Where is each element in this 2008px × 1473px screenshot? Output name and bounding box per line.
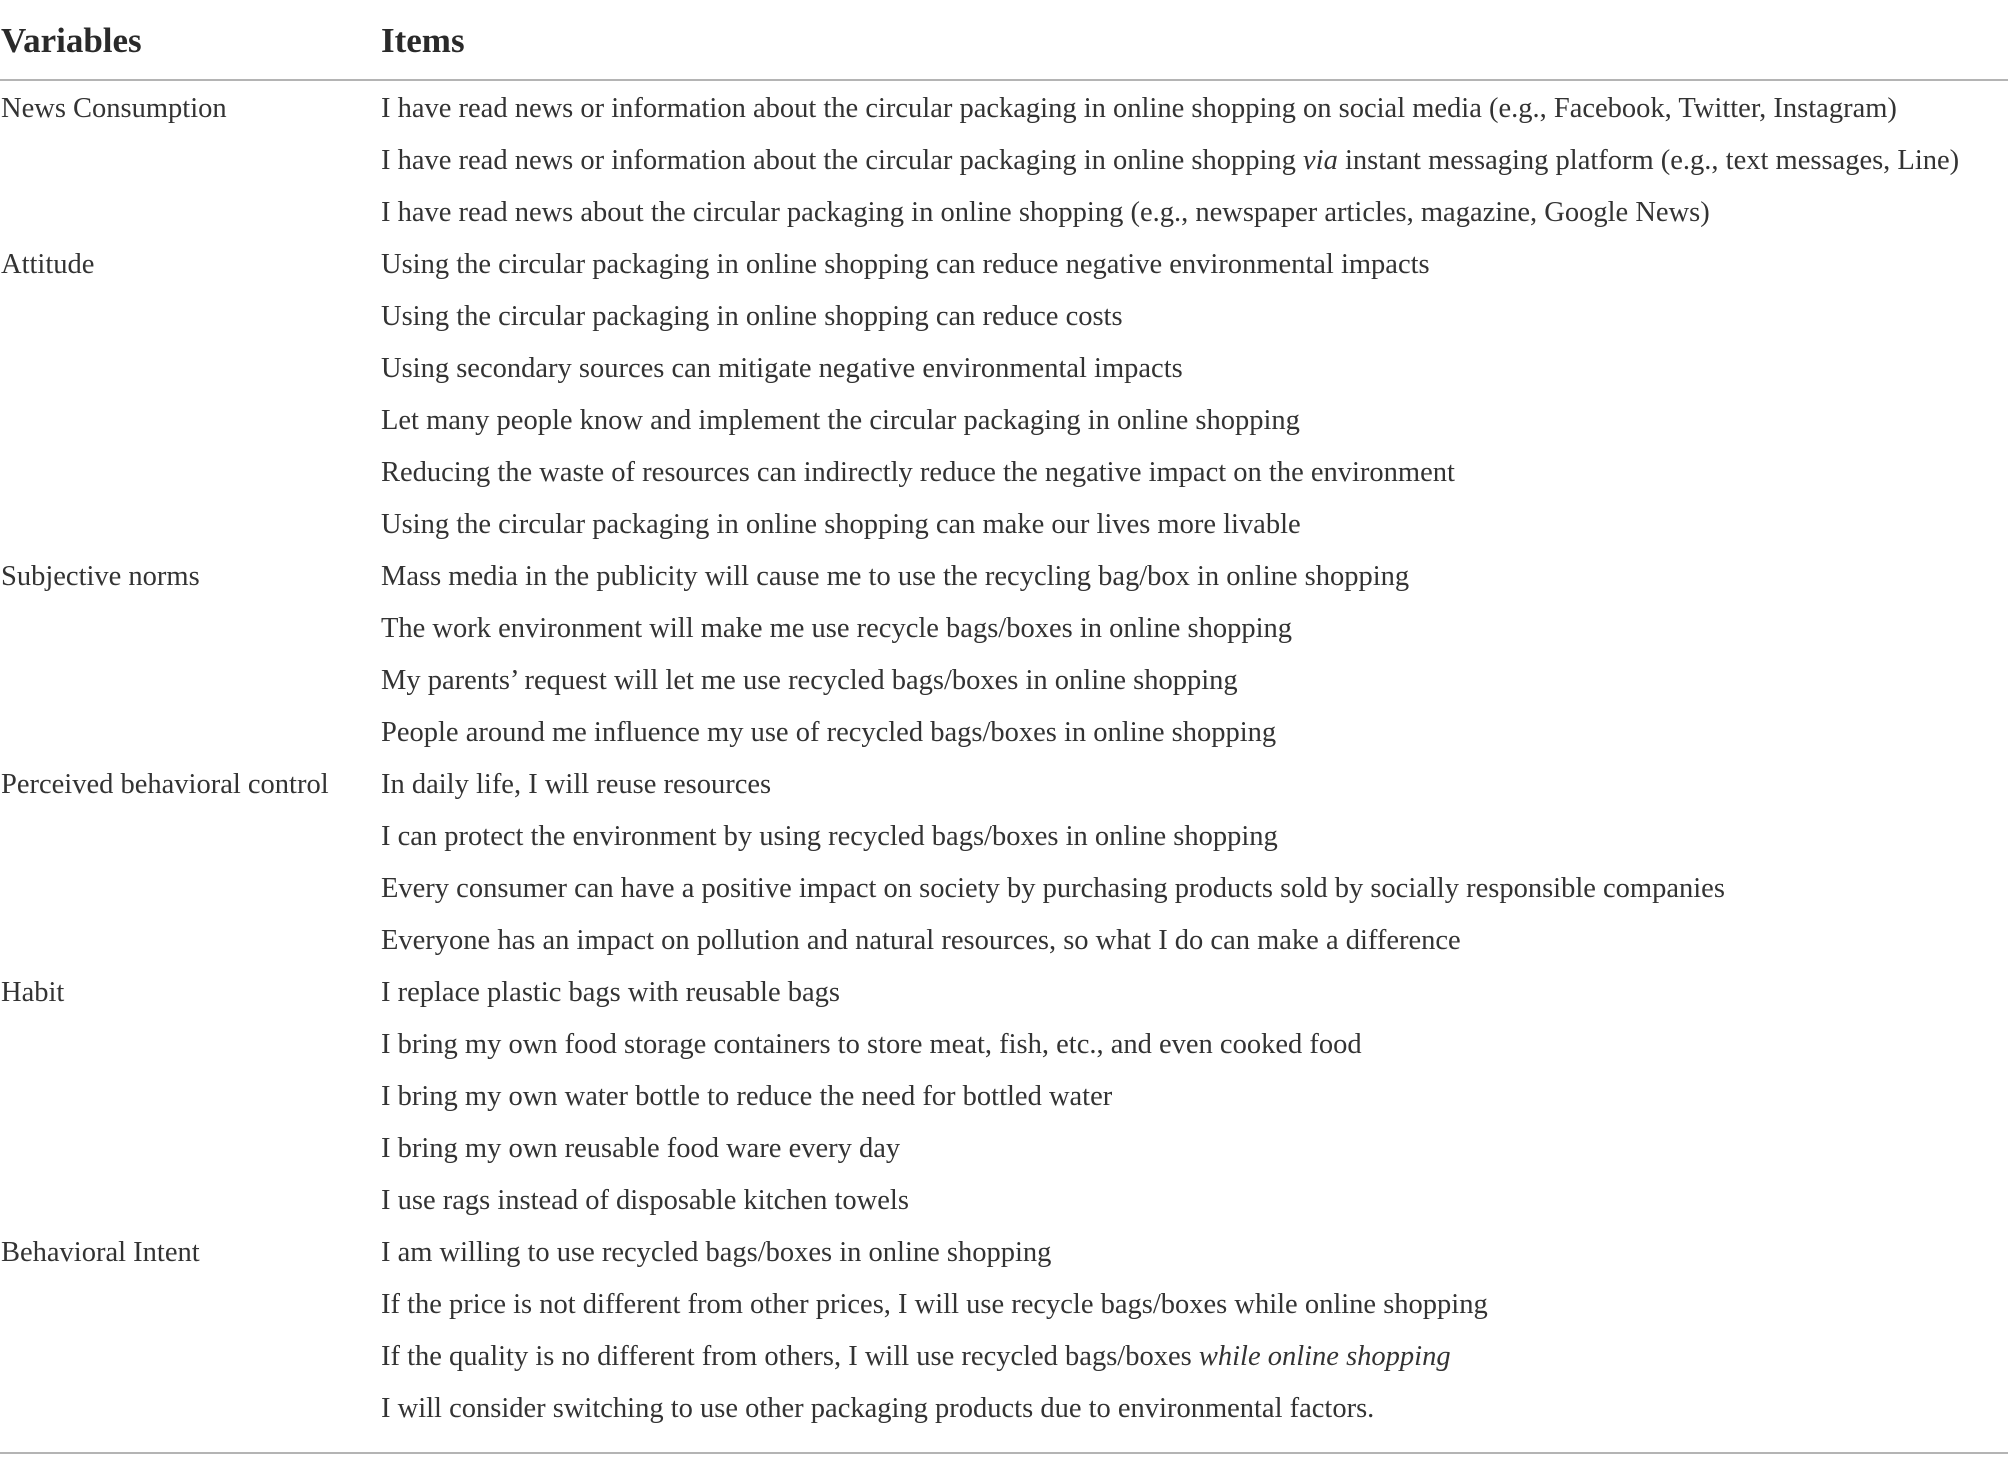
variable-cell: Attitude xyxy=(1,249,95,280)
item-text: My parents’ request will let me use recycled bags/boxes in online shopping xyxy=(381,665,1238,696)
table-row xyxy=(0,343,2008,395)
item-text: I bring my own reusable food ware every day xyxy=(381,1133,901,1164)
item-text: I bring my own water bottle to reduce the need for bottled water xyxy=(381,1081,1113,1112)
item-cell xyxy=(381,1071,2008,1123)
item-cell xyxy=(381,1175,2008,1227)
table-row xyxy=(0,1123,2008,1175)
item-text: People around me influence my use of recycled bags/boxes in online shopping xyxy=(381,717,1277,748)
item-cell xyxy=(381,811,2008,863)
item-cell xyxy=(381,1123,2008,1175)
item-text: Using secondary sources can mitigate negative environmental impacts xyxy=(381,353,1183,384)
item-cell xyxy=(381,1331,2008,1383)
item-cell xyxy=(381,759,2008,811)
table-row xyxy=(0,1331,2008,1383)
item-text: I use rags instead of disposable kitchen towels xyxy=(381,1185,909,1216)
item-text-italic: while online shopping xyxy=(1198,1341,1451,1372)
item-text: If the price is not different from other prices, I will use recycle bags/boxes while online shopping xyxy=(381,1289,1488,1320)
table-bottom-rule xyxy=(0,1452,2008,1454)
item-cell xyxy=(381,239,2008,291)
header-items: Items xyxy=(381,20,465,60)
item-text: I am willing to use recycled bags/boxes in online shopping xyxy=(381,1237,1052,1268)
item-text: Using the circular packaging in online shopping can reduce costs xyxy=(381,301,1123,332)
item-cell xyxy=(381,447,2008,499)
item-cell xyxy=(381,707,2008,759)
table-row xyxy=(0,863,2008,915)
item-text: Reducing the waste of resources can indirectly reduce the negative impact on the environment xyxy=(381,457,1455,488)
variable-cell: Habit xyxy=(1,977,65,1008)
table-row xyxy=(0,707,2008,759)
item-cell xyxy=(381,915,2008,967)
item-text: Let many people know and implement the circular packaging in online shopping xyxy=(381,405,1300,436)
item-text-continued: instant messaging platform (e.g., text messages, Line) xyxy=(1337,145,1960,176)
item-text: I have read news or information about the circular packaging in online shopping xyxy=(381,145,1304,176)
table-row xyxy=(0,811,2008,863)
item-text: I have read news about the circular packaging in online shopping (e.g., newspaper articles, magazine, Google News) xyxy=(381,197,1710,228)
table-header xyxy=(0,0,2008,81)
variable-cell: Behavioral Intent xyxy=(1,1237,200,1268)
table-row xyxy=(0,1071,2008,1123)
item-cell xyxy=(381,1227,2008,1279)
table-row xyxy=(0,759,2008,811)
table-row xyxy=(0,1279,2008,1331)
table-row xyxy=(0,395,2008,447)
table-body xyxy=(0,81,2008,1435)
item-cell xyxy=(381,291,2008,343)
table-row xyxy=(0,291,2008,343)
item-text: I can protect the environment by using recycled bags/boxes in online shopping xyxy=(381,821,1278,852)
table-row xyxy=(0,1227,2008,1279)
item-text: If the quality is no different from others, I will use recycled bags/boxes xyxy=(381,1341,1199,1372)
item-text: Using the circular packaging in online shopping can reduce negative environmental impacts xyxy=(381,249,1430,280)
variable-cell: Subjective norms xyxy=(1,561,200,592)
table-row xyxy=(0,1019,2008,1071)
item-text: I bring my own food storage containers to store meat, fish, etc., and even cooked food xyxy=(381,1029,1362,1060)
table-row xyxy=(0,603,2008,655)
table-row xyxy=(0,967,2008,1019)
item-cell xyxy=(381,967,2008,1019)
table-row xyxy=(0,915,2008,967)
item-text: Every consumer can have a positive impact on society by purchasing products sold by socially responsible companies xyxy=(381,873,1725,904)
item-cell xyxy=(381,395,2008,447)
item-text: In daily life, I will reuse resources xyxy=(381,769,772,800)
table-row xyxy=(0,447,2008,499)
item-text-italic: via xyxy=(1303,145,1338,176)
item-cell xyxy=(381,655,2008,707)
table-row xyxy=(0,239,2008,291)
item-cell xyxy=(381,863,2008,915)
item-cell xyxy=(381,1019,2008,1071)
table-row xyxy=(0,655,2008,707)
table-row xyxy=(0,1175,2008,1227)
item-cell xyxy=(381,603,2008,655)
table-row xyxy=(0,187,2008,239)
item-text: Everyone has an impact on pollution and natural resources, so what I do can make a difference xyxy=(381,925,1461,956)
item-text: The work environment will make me use recycle bags/boxes in online shopping xyxy=(381,613,1292,644)
table-row xyxy=(0,1383,2008,1435)
item-cell xyxy=(381,499,2008,551)
header-variables: Variables xyxy=(1,20,142,60)
variable-cell: Perceived behavioral control xyxy=(1,769,329,800)
item-cell xyxy=(381,551,2008,603)
table-row xyxy=(0,83,2008,135)
item-text: I replace plastic bags with reusable bags xyxy=(381,977,840,1008)
table-row xyxy=(0,135,2008,187)
item-cell xyxy=(381,343,2008,395)
item-text: I will consider switching to use other packaging products due to environmental factors. xyxy=(381,1393,1375,1424)
variable-cell: News Consumption xyxy=(1,93,227,124)
table-row xyxy=(0,551,2008,603)
item-cell xyxy=(381,135,2008,187)
item-cell xyxy=(381,187,2008,239)
item-text: Using the circular packaging in online shopping can make our lives more livable xyxy=(381,509,1301,540)
item-cell xyxy=(381,83,2008,135)
table-row xyxy=(0,499,2008,551)
item-cell xyxy=(381,1383,2008,1435)
item-text: Mass media in the publicity will cause me to use the recycling bag/box in online shopping xyxy=(381,561,1410,592)
item-text: I have read news or information about the circular packaging in online shopping on social media (e.g., Facebook, Twitter, Instagram) xyxy=(381,93,1897,124)
item-cell xyxy=(381,1279,2008,1331)
